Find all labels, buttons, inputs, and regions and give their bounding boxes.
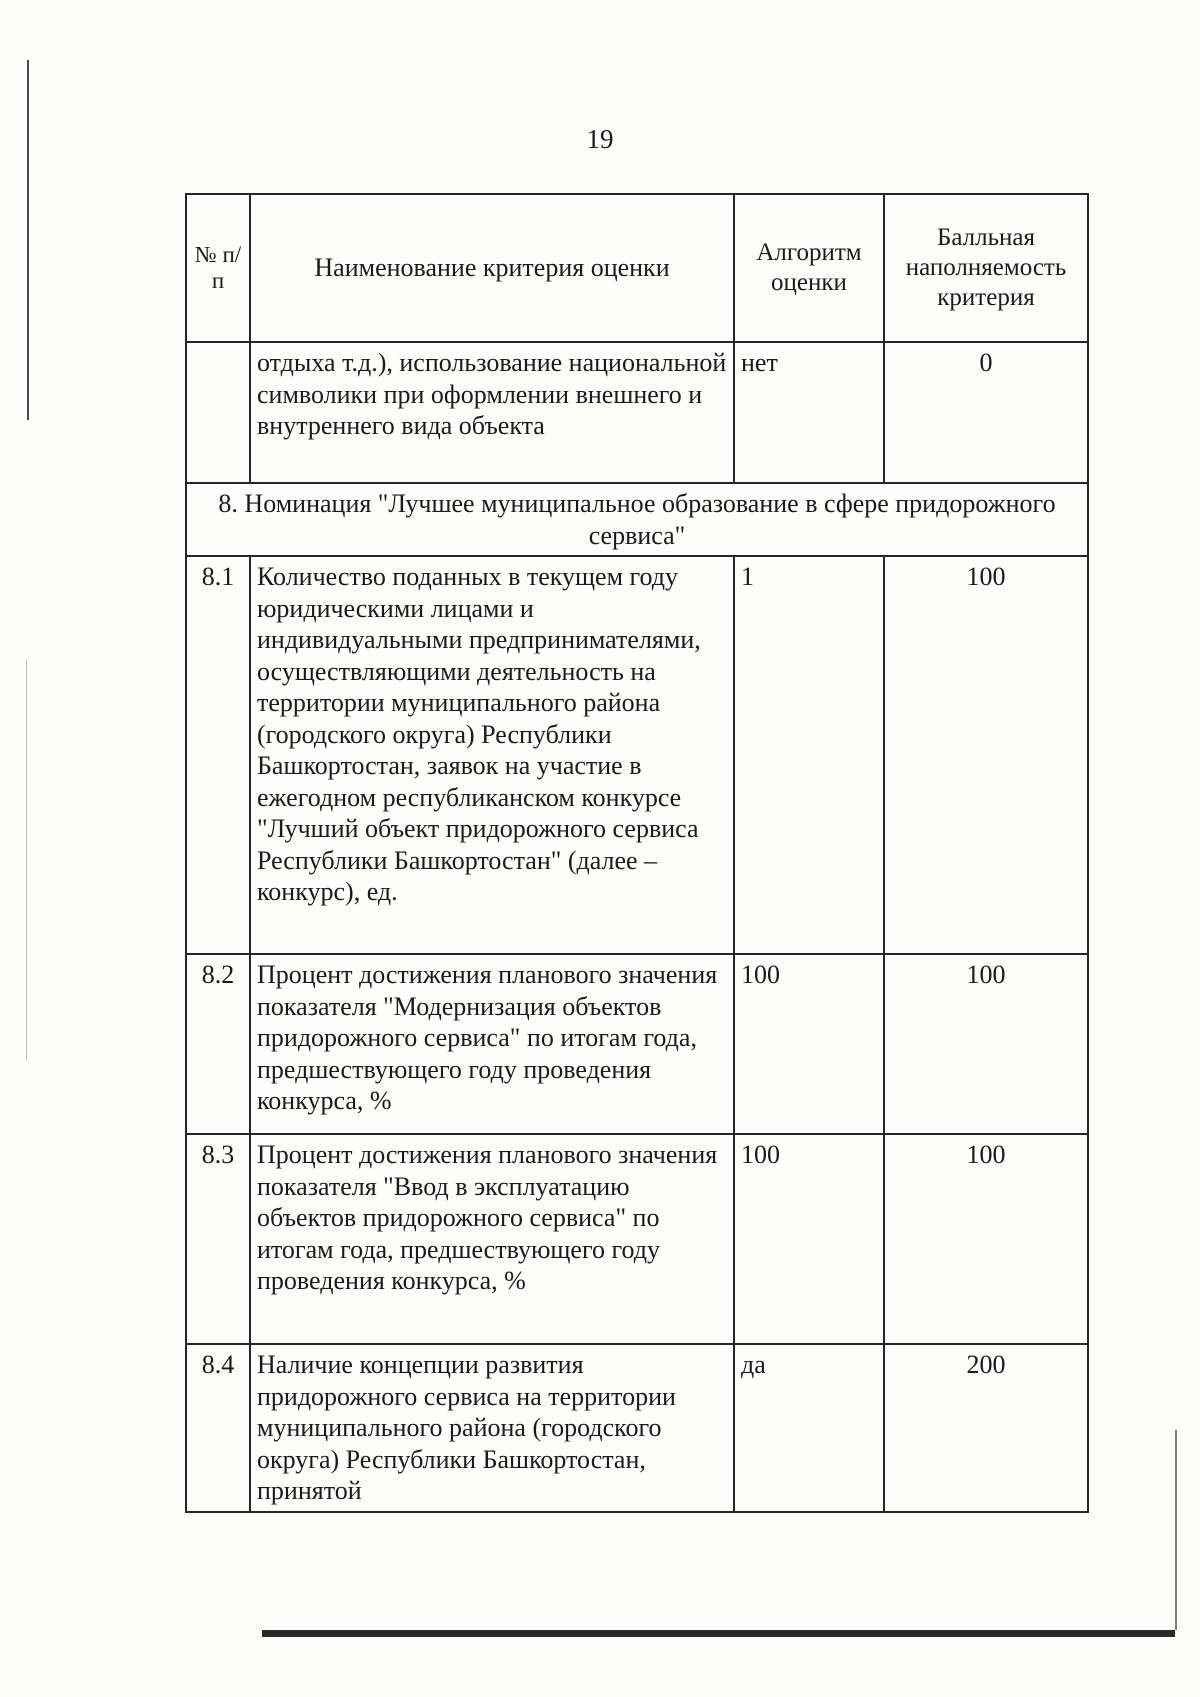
row-num: 8.2 [186,954,250,1134]
row-score: 0 [884,342,1088,483]
row-num: 8.4 [186,1344,250,1512]
scan-edge-bottom [262,1630,1175,1637]
scan-edge-left [27,60,29,420]
row-name: Наличие концепции развития придорожного сервиса на территории муниципального района (городского округа) Республики Башкортостан, принятой [250,1344,734,1512]
section-title: 8. Номинация "Лучшее муниципальное образование в сфере придорожного сервиса" [186,483,1088,556]
row-name: Количество поданных в текущем году юридическими лицами и индивидуальными предпринимателями, осуществляющими деятельность на территории муниципального района (городского округа) Республики Башкортостан, заявок на участие в ежегодном республиканском конкурсе "Лучший объект придорожного сервиса Республики Башкортостан" (далее – конкурс), ед. [250,556,734,954]
scan-edge-right [1175,1430,1177,1630]
header-algorithm: Алгоритм оценки [734,194,884,342]
row-algorithm: нет [734,342,884,483]
table-row [186,954,1088,1134]
table-row [186,556,1088,954]
criteria-table [185,193,1089,1513]
row-name: Процент достижения планового значения показателя "Модернизация объектов придорожного сервиса" по итогам года, предшествующего году проведения конкурса, % [250,954,734,1134]
row-score: 200 [884,1344,1088,1512]
header-num: № п/п [186,194,250,342]
row-score: 100 [884,954,1088,1134]
scan-edge-left-faint [26,660,27,1060]
row-num: 8.1 [186,556,250,954]
row-num [186,342,250,483]
section-row [186,483,1088,556]
row-score: 100 [884,1134,1088,1344]
row-algorithm: 100 [734,954,884,1134]
row-name: отдыха т.д.), использование национальной символики при оформлении внешнего и внутреннего вида объекта [250,342,734,483]
header-name: Наименование критерия оценки [250,194,734,342]
table-header-row [186,194,1088,342]
row-algorithm: да [734,1344,884,1512]
table-row [186,1134,1088,1344]
header-score: Балльная наполняемость критерия [884,194,1088,342]
table-row [186,1344,1088,1512]
row-algorithm: 1 [734,556,884,954]
row-algorithm: 100 [734,1134,884,1344]
row-num: 8.3 [186,1134,250,1344]
row-score: 100 [884,556,1088,954]
page-number: 19 [586,124,614,154]
row-name: Процент достижения планового значения показателя "Ввод в эксплуатацию объектов придорожного сервиса" по итогам года, предшествующего году проведения конкурса, % [250,1134,734,1344]
table-row-continued [186,342,1088,483]
